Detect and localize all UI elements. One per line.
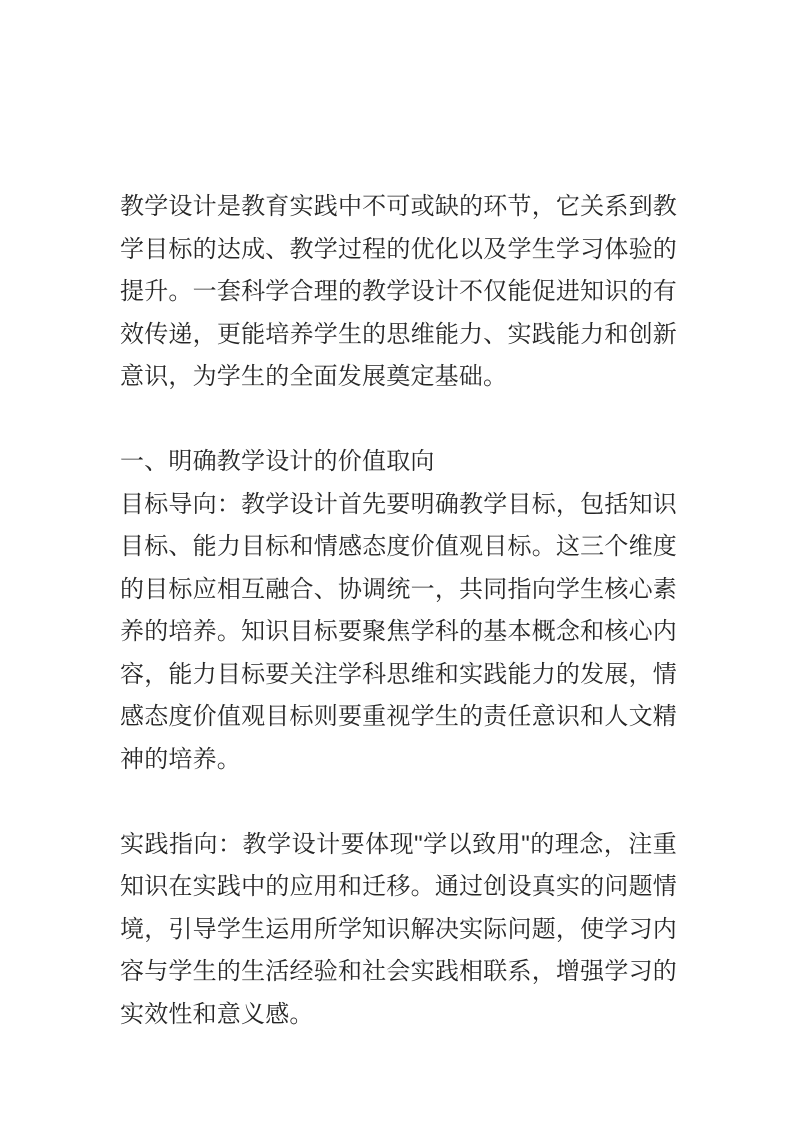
paragraph-intro: 教学设计是教育实践中不可或缺的环节，它关系到教学目标的达成、教学过程的优化以及学生学习体验的提升。一套科学合理的教学设计不仅能促进知识的有效传递，更能培养学生的思维能力、实践能力和创新意识，为学生的全面发展奠定基础。	[120, 193, 677, 390]
section-heading: 一、明确教学设计的价值取向	[120, 448, 435, 475]
paragraph-goal-orientation: 目标导向：教学设计首先要明确教学目标，包括知识目标、能力目标和情感态度价值观目标。这三个维度的目标应相互融合、协调统一，共同指向学生核心素养的培养。知识目标要聚焦学科的基本概念和核心内容，能力目标要关注学科思维和实践能力的发展，情感态度价值观目标则要重视学生的责任意识和人文精神的培养。	[120, 490, 677, 773]
paragraph-practice-orientation: 实践指向：教学设计要体现"学以致用"的理念，注重知识在实践中的应用和迁移。通过创设真实的问题情境，引导学生运用所学知识解决实际问题，使学习内容与学生的生活经验和社会实践相联系，增强学习的实效性和意义感。	[120, 830, 677, 1028]
section-value-orientation	[120, 441, 677, 781]
